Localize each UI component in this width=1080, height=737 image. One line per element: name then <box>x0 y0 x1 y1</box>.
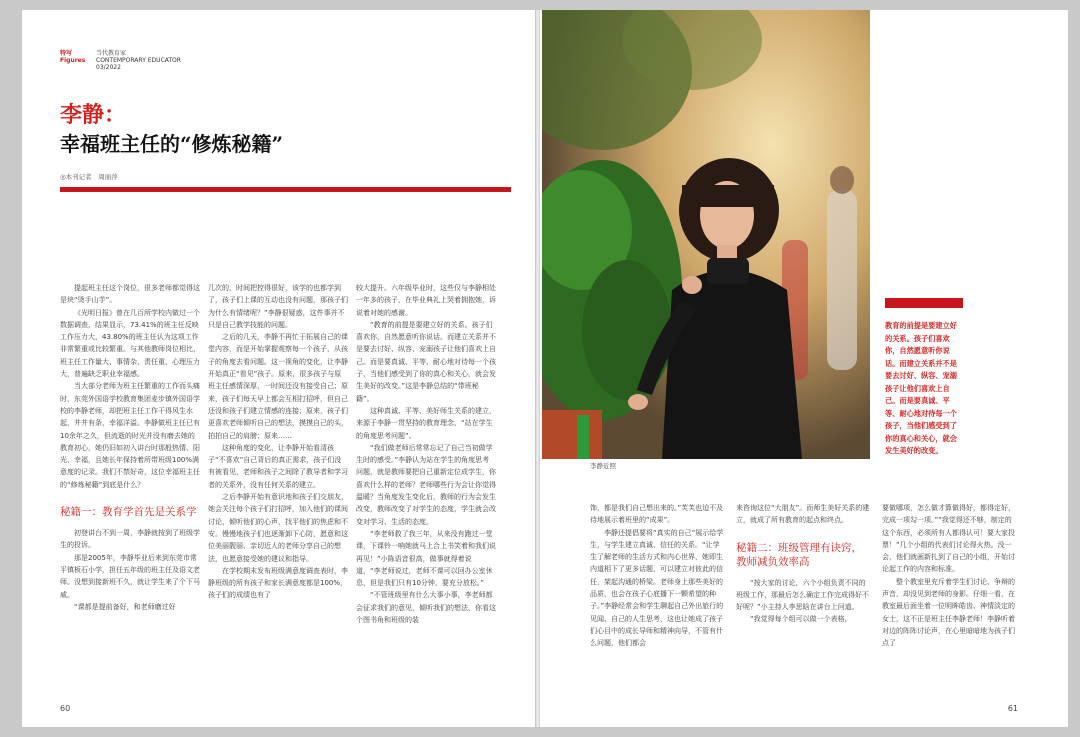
paragraph: 当大部分老师为班主任繁重的工作而头痛时，东莞外国语学校教育集团麦步镇外国语学校的李静老师，却把班主任工作干得风生水起，井井有条，幸福洋溢。李静做班主任已有10余年之久，但流逝的时光并没有磨去她的教育初心，她仍旧如初入讲台时那般热情、阳光、幸福，且她长年保持着所带班级100%满意度的记录。我们不禁好奇，这位幸福班主任的“修炼秘籍”到底是什么？ <box>60 382 200 489</box>
paragraph: 这种真诚、平等、美好师生关系的建立，来源于李静一贯坚持的教育理念，“站在学生的角度思考问题”。 <box>356 406 496 440</box>
paragraph: “不管班级里有什么大事小事，李老师都会征求我们的意见，倾听我们的想法，你看这个图书角和班级的装 <box>356 591 496 625</box>
paragraph: 李静还提倡要将“真实的自己”展示给学生，与学生建立真诚、信任的关系。“让学生了解老师的生活方式和内心世界，她即生内道相下了更多话题，可以建立对彼此的信任，架起沟通的桥梁。老师身上那些美好的品质，也会在孩子心底播下一颗希望的种子。”李静经常会和学生聊起自己外出旅行的见闻、自己的人生思考，这也让她成了孩子们心目中的成长导师和精神向导，不管有什么问题，他们都会 <box>590 528 724 648</box>
issue-number: 03/2022 <box>96 64 121 71</box>
paragraph: 初登讲台不到一周，李静就按到了班级学生的投诉。 <box>60 529 200 550</box>
byline: ◎本刊记者 周丽萍 <box>60 173 118 181</box>
paragraph: “我觉得每个组可以做一个表格， <box>750 615 852 624</box>
left-page <box>22 10 535 727</box>
paragraph: 提起班主任这个岗位，很多老师都觉得这是块“烫手山芋”。 <box>60 284 200 305</box>
paragraph: 来咨询这位“大朋友”。而师生美好关系的建立，就成了所有教育的起点和终点。 <box>736 504 870 525</box>
text-column-6 <box>882 502 1018 692</box>
paragraph: 这种角度的变化，让李静开始看清孩子“不喜欢”自己背后的真正需求，孩子们没有被看见，老师和孩子之间除了教导者和学习者的关系外，没有任何关系的建立。 <box>208 443 348 489</box>
title-divider <box>60 187 511 192</box>
pull-quote-bar <box>885 298 963 308</box>
pull-quote <box>885 298 963 458</box>
section-heading-2: 秘籍二：班级管理有诀窍，教师减负效率高 <box>736 541 862 568</box>
paragraph: 较大提升。六年级毕业时，这些仅与李静相处一年多的孩子，在毕业典礼上哭着拥抱她，诉说着对她的感谢。 <box>356 284 496 317</box>
paragraph: 饰，都是我们自己想出来的。”芙芙也迫不及待地展示着班里的“成果”。 <box>590 504 724 525</box>
paragraph: 在学校期末发布班级满意度调查表时，李静班级的所有孩子和家长满意度都是100%，孩子们的成绩也有了 <box>208 566 348 600</box>
text-column-3 <box>356 282 496 692</box>
paragraph: “李老师救了我三年，从来没有跑过一堂课，下课铃一响她就马上合上书笑着和我们说再见！”小陈语音很高，做事就得着说道，“李老师说过，老师不课可以回办公室休息，但是我们只有10分钟，要充分放松。” <box>356 529 496 588</box>
paragraph: “我们做老师后常常忘记了自己当初做学生时的感受。”李静认为站在学生的角度思考问题，就是教师要把自己重新定位成学生，你喜欢什么样的老师？老师哪些行为会让你觉得温暖？当角度发生变化后，教师的行为会发生改变，教师改变了对学生的态度，学生就会改变对学习、生活的态度。 <box>356 443 496 526</box>
paragraph: “课都是提前备好，和老师磨过好 <box>74 602 176 611</box>
portrait-illustration <box>542 10 870 459</box>
paragraph: “教育的前提是要建立好的关系。孩子们喜欢你，自然愿意听你说话。而建立关系并不是要去讨好、纵容、宠溺孩子让他们喜欢上自己。而是要真诚、平等、耐心地对待每一个孩子，当他们感受到了你的真心和关心，就会发生美好的改变。”这是李静总结的“带班秘籍”。 <box>356 320 496 403</box>
paragraph: 之后的几天，李静不再忙于拓展自己的课堂内容，而是开始掌握观察每一个孩子，从孩子的角度去看问题。这一视角的变化，让李静开始真正“看见”孩子。原来，很多孩子与原班主任感情深厚，一时间还没有接受自己；原来，孩子们每天早上都会互相打招呼，但自己还没和孩子们建立情感的连接；原来，孩子们更喜欢老师倾听自己的想法，摸摸自己的头，拍拍自己的肩膀；原来…… <box>208 333 348 440</box>
right-page <box>540 10 1068 727</box>
text-column-2 <box>208 282 348 692</box>
article-title-sub: 幸福班主任的“修炼秘籍” <box>60 132 284 156</box>
brand-cn: 当代教育家 <box>96 50 127 57</box>
text-column-4 <box>590 502 726 692</box>
section-tag-en: Figures <box>60 57 86 64</box>
paragraph: 要做哪项，怎么做才算做得好，都得定好，完成一项勾一项。”“我觉得还不够，制定的这个东西，必须所有人都得认可！要大家投票！”几个小组的代表们讨论得火热。没一会，他们就画新扎到了自己的小组，开始讨论起工作的内容和标准。 <box>882 504 1015 574</box>
text-column-1 <box>60 282 200 692</box>
paragraph: 那是2005年，李静毕业后来到东莞市常平镇板石小学，担任五年级的班主任及语文老师。没想到接新班不久，就让学生来了个下马威。 <box>60 553 200 599</box>
pull-quote-text: 教育的前提是要建立好的关系。孩子们喜欢你，自然愿意听你说话。而建立关系并不是要去讨好、纵容、宠溺孩子让他们喜欢上自己。而是要真诚、平等、耐心地对待每一个孩子，当他们感受到了你的真心和关心，就会发生美好的改变。 <box>885 321 957 455</box>
article-title-name: 李静： <box>60 102 127 128</box>
section-tag <box>60 50 90 64</box>
brand-en: CONTEMPORARY EDUCATOR <box>96 57 181 64</box>
paragraph: “按大家的讨论，六个小组负责不同的班级工作，那最后怎么确定工作完成得好不好呢？”小主持人李思晗在讲台上问道。 <box>736 578 869 612</box>
page-number-left: 60 <box>60 704 71 713</box>
portrait-photo <box>542 10 870 459</box>
paragraph: 几次的，时间把控得很好，该学的也都学到了，孩子们上课的互动也没有问题，那孩子们为什么有情绪呢？”李静很疑惑，这件事并不只是自己教学技能的问题。 <box>208 284 348 329</box>
text-column-5 <box>736 502 872 692</box>
paragraph: 之后李静开始有意识地和孩子们交朋友，她会关注每个孩子们打招呼，加入他们的课间讨论，倾听他们的心声，找平他们的焦虑和不安。慢慢地孩子们也逐渐卸下心防，愿意和这位美丽靓丽、亲切近人的老师分享自己的想法，也愿意接受她的建议和指导。 <box>208 493 348 563</box>
paragraph: 《光明日报》曾在几百所学校内做过一个数据调查，结果显示，73.41%的班主任反映工作压力大，43.80%的班主任认为这项工作非常繁重或比较繁重。与其他教师岗位相比，班主任工作量大、事情杂、责任重、心理压力大，普遍缺乏职业幸福感。 <box>60 308 200 379</box>
paragraph: 整个教室里充斥着学生们讨论、争辩的声音，却没见到老师的身影。仔细一看，在教室最后面坐着一位明眸皓齿、神情淡定的女士，这不正是班主任李静老师！李静听着对边的阵阵讨论声，在心里暗暗地为孩子们点了 <box>882 577 1015 648</box>
section-heading-1: 秘籍一：教育学首先是关系学 <box>60 506 197 519</box>
magazine-brand <box>96 50 216 71</box>
photo-caption: 李静近照 <box>590 462 616 470</box>
page-number-right: 61 <box>1007 704 1018 713</box>
section-tag-cn: 特写 <box>60 50 73 57</box>
